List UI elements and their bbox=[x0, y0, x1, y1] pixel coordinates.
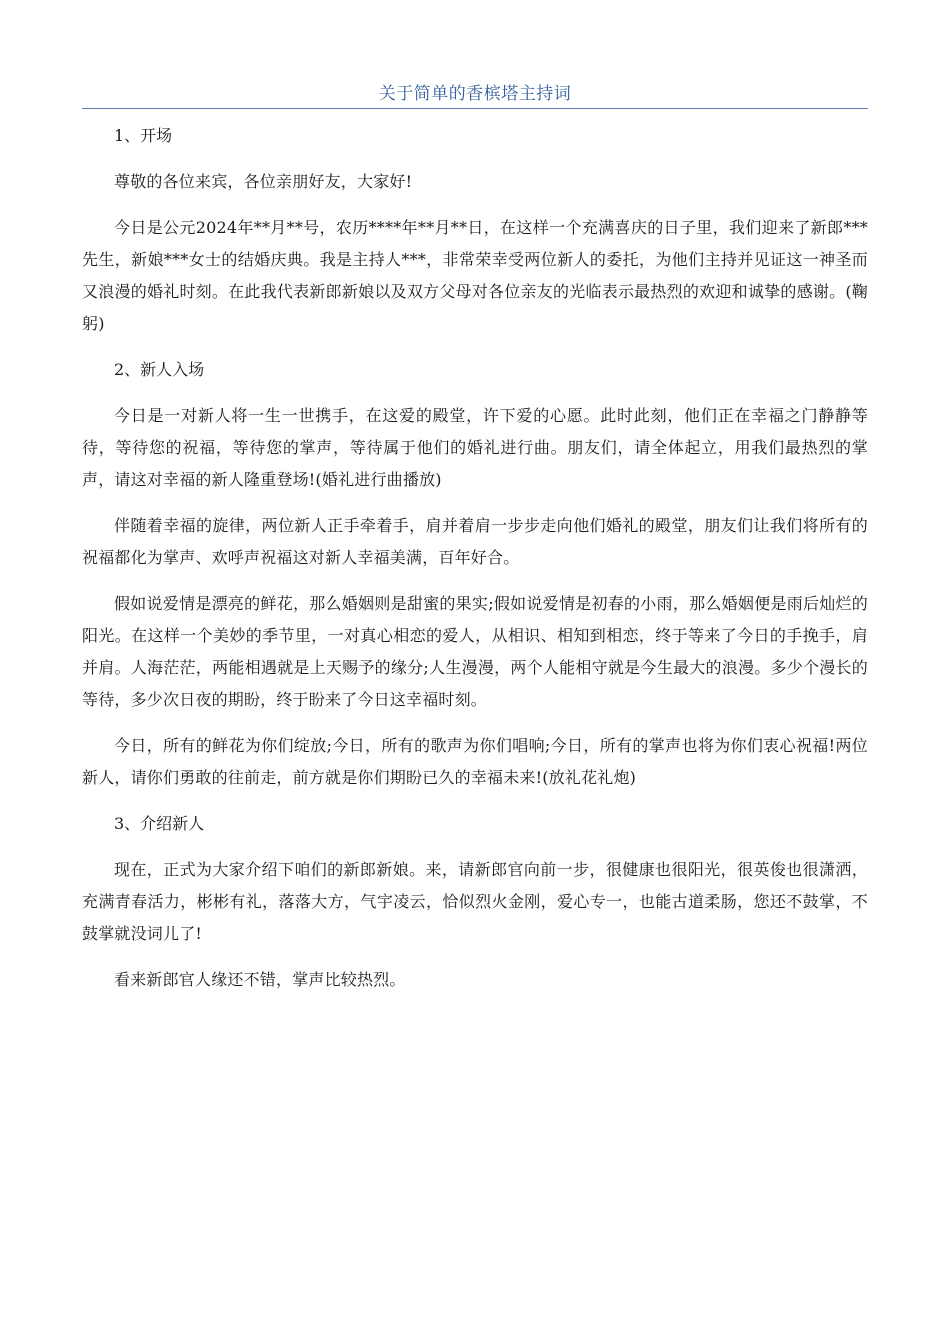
paragraph: 今日是公元2024年**月**号，农历****年**月**日，在这样一个充满喜庆的日子里，我们迎来了新郎***先生，新娘***女士的结婚庆典。我是主持人***，非常荣幸受两位新人的委托，为他们主持并见证这一神圣而又浪漫的婚礼时刻。在此我代表新郎新娘以及双方父母对各位亲友的光临表示最热烈的欢迎和诚挚的感谢。(鞠躬) bbox=[82, 218, 868, 333]
paragraph: 尊敬的各位来宾，各位亲朋好友，大家好! bbox=[114, 172, 413, 191]
title-underline bbox=[82, 108, 868, 109]
document-body bbox=[82, 120, 868, 1010]
paragraph: 伴随着幸福的旋律，两位新人正手牵着手，肩并着肩一步步走向他们婚礼的殿堂，朋友们让我们将所有的祝福都化为掌声、欢呼声祝福这对新人幸福美满，百年好合。 bbox=[82, 516, 868, 567]
section-heading-opening: 1、开场 bbox=[114, 126, 173, 145]
paragraph: 现在，正式为大家介绍下咱们的新郎新娘。来，请新郎官向前一步，很健康也很阳光，很英俊也很潇洒，充满青春活力，彬彬有礼，落落大方，气宇凌云，恰似烈火金刚，爱心专一，也能古道柔肠，您还不鼓掌，不鼓掌就没词儿了! bbox=[82, 860, 868, 943]
document-title: 关于简单的香槟塔主持词 bbox=[378, 84, 572, 104]
paragraph: 今日是一对新人将一生一世携手，在这爱的殿堂，许下爱的心愿。此时此刻，他们正在幸福之门静静等待，等待您的祝福，等待您的掌声，等待属于他们的婚礼进行曲。朋友们，请全体起立，用我们最热烈的掌声，请这对幸福的新人隆重登场!(婚礼进行曲播放) bbox=[82, 406, 868, 489]
paragraph: 今日，所有的鲜花为你们绽放;今日，所有的歌声为你们唱响;今日，所有的掌声也将为你们衷心祝福!两位新人，请你们勇敢的往前走，前方就是你们期盼已久的幸福未来!(放礼花礼炮) bbox=[82, 736, 868, 787]
section-heading-entrance: 2、新人入场 bbox=[114, 360, 205, 379]
paragraph: 假如说爱情是漂亮的鲜花，那么婚姻则是甜蜜的果实;假如说爱情是初春的小雨，那么婚姻便是雨后灿烂的阳光。在这样一个美妙的季节里，一对真心相恋的爱人，从相识、相知到相恋，终于等来了今日的手挽手，肩并肩。人海茫茫，两能相遇就是上天赐予的缘分;人生漫漫，两个人能相守就是今生最大的浪漫。多少个漫长的等待，多少次日夜的期盼，终于盼来了今日这幸福时刻。 bbox=[82, 594, 868, 709]
paragraph: 看来新郎官人缘还不错，掌声比较热烈。 bbox=[114, 970, 406, 989]
section-heading-introduction: 3、介绍新人 bbox=[114, 814, 205, 833]
